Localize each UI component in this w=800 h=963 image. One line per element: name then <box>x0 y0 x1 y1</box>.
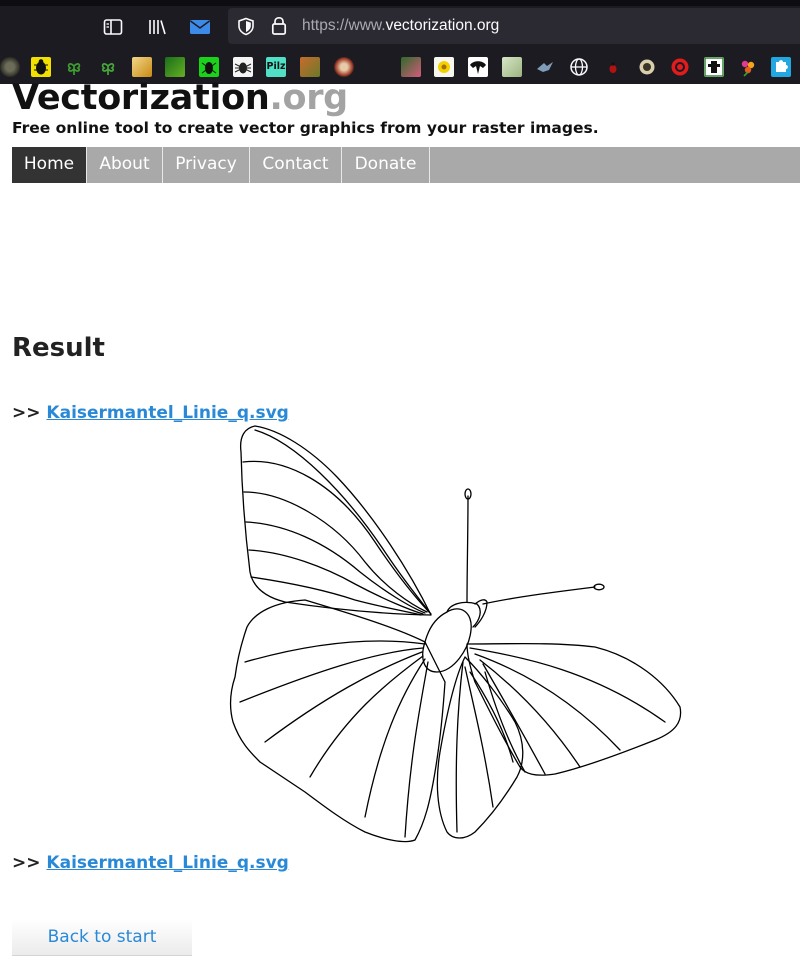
bookmark-22[interactable] <box>738 57 758 77</box>
bookmark-3[interactable] <box>64 57 84 77</box>
nav-contact[interactable]: Contact <box>250 147 342 183</box>
bookmark-6[interactable] <box>165 57 185 77</box>
download-row-bottom <box>12 853 289 873</box>
bookmark-21[interactable] <box>704 57 724 77</box>
shield-icon[interactable] <box>237 17 255 40</box>
browser-toolbar <box>0 0 800 84</box>
nav-privacy[interactable]: Privacy <box>163 147 250 183</box>
mail-icon[interactable] <box>188 15 212 39</box>
download-row-top <box>12 403 289 423</box>
site-title[interactable]: Vectorization.org <box>12 78 348 118</box>
bookmark-15[interactable] <box>502 57 522 77</box>
bookmark-pilz[interactable]: Pilz <box>266 57 286 77</box>
sidebar-icon[interactable] <box>101 15 125 39</box>
tagline: Free online tool to create vector graphics from your raster images. <box>12 119 599 137</box>
svg-download-link[interactable]: Kaisermantel_Linie_q.svg <box>46 853 289 873</box>
svg-download-link[interactable]: Kaisermantel_Linie_q.svg <box>46 403 289 423</box>
bookmark-8[interactable] <box>233 57 253 77</box>
nav-home[interactable]: Home <box>12 147 87 183</box>
bookmark-10[interactable] <box>300 57 320 77</box>
bookmark-14[interactable] <box>468 57 488 77</box>
main-nav <box>12 147 800 183</box>
library-icon[interactable] <box>145 15 169 39</box>
bookmark-5[interactable] <box>132 57 152 77</box>
bookmark-2[interactable] <box>31 57 51 77</box>
bookmark-13[interactable] <box>434 57 454 77</box>
bookmark-4[interactable] <box>98 57 118 77</box>
butterfly-outline-icon[interactable] <box>225 422 685 846</box>
nav-about[interactable]: About <box>87 147 163 183</box>
nav-donate[interactable]: Donate <box>342 147 430 183</box>
result-heading: Result <box>12 333 105 363</box>
bookmark-7[interactable] <box>199 57 219 77</box>
url-text[interactable]: https://www.vectorization.org <box>302 17 500 34</box>
back-to-start-button[interactable]: Back to start <box>12 919 192 955</box>
lock-icon[interactable] <box>271 16 287 40</box>
link-prefix: >> <box>12 403 41 423</box>
bookmark-12[interactable] <box>401 57 421 77</box>
bookmark-19[interactable] <box>637 57 657 77</box>
link-prefix: >> <box>12 853 41 873</box>
bookmark-18[interactable] <box>603 57 623 77</box>
url-bar[interactable] <box>228 8 800 44</box>
tab-strip-edge <box>0 0 800 6</box>
bookmark-20[interactable] <box>670 57 690 77</box>
puzzle-icon[interactable] <box>771 57 791 77</box>
bookmark-11[interactable] <box>334 57 354 77</box>
bookmark-16[interactable] <box>535 57 555 77</box>
bookmark-1[interactable] <box>0 57 20 77</box>
globe-icon[interactable] <box>569 57 589 77</box>
